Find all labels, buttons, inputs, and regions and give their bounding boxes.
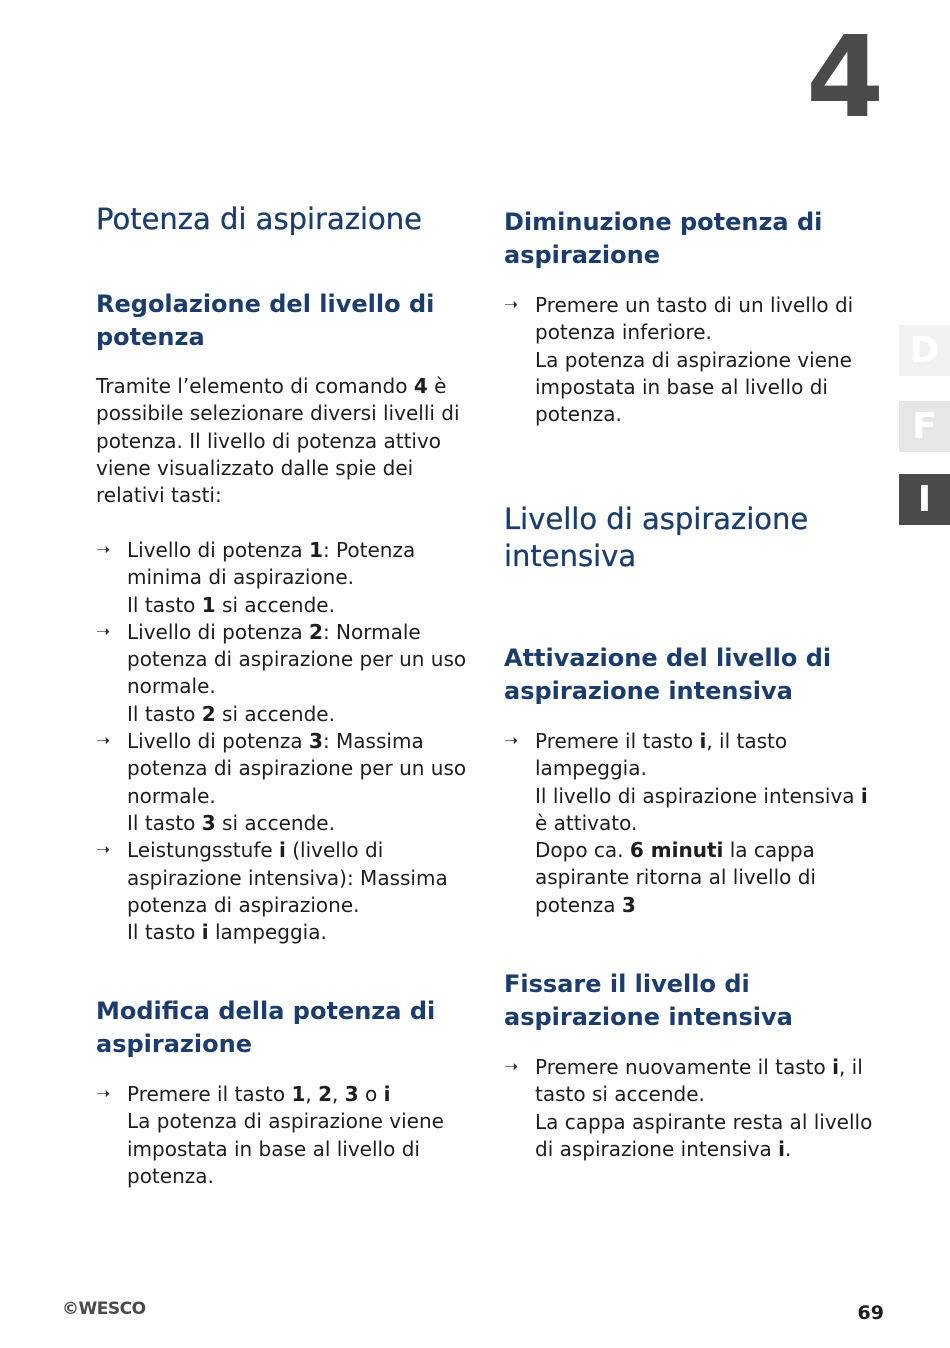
- list-item: ➝ Premere il tasto i, il tasto lampeggia. Il livello di aspirazione intensiva i è attivato. Dopo ca. 6 minuti la cappa aspirante ritorna al livello di potenza 3: [504, 729, 868, 917]
- section-heading-intensiva: Livello di aspirazione intensiva: [504, 502, 809, 573]
- subheading-attivazione: Attivazione del livello di aspirazione intensiva: [504, 644, 832, 705]
- list-item: ➝ Premere nuovamente il tasto i, il tasto si accende. La cappa aspirante resta al livello di aspirazione intensiva i.: [504, 1055, 873, 1161]
- bullet-list-attivazione: [504, 728, 886, 919]
- language-tab-d[interactable]: D: [899, 325, 950, 376]
- arrow-right-icon: ➝: [96, 621, 111, 642]
- arrow-right-icon: ➝: [96, 1084, 111, 1104]
- list-item: ➝ Livello di potenza 1: Potenza minima di aspirazione. Il tasto 1 si accende.: [96, 538, 416, 617]
- list-item: ➝ Livello di potenza 3: Massima potenza di aspirazione per un uso normale. Il tasto 3 si accende.: [96, 729, 467, 835]
- list-item: ➝ Premere un tasto di un livello di potenza inferiore. La potenza di aspirazione viene impostata in base al livello di potenza.: [504, 293, 854, 427]
- bullet-list-diminuzione: [504, 292, 886, 428]
- section-heading-potenza: Potenza di aspirazione: [96, 202, 422, 236]
- arrow-right-icon: ➝: [504, 295, 519, 315]
- page-number: 69: [857, 1302, 884, 1324]
- subheading-diminuzione: Diminuzione potenza di aspirazione: [504, 208, 823, 269]
- subheading-fissare: Fissare il livello di aspirazione intensiva: [504, 970, 793, 1031]
- bullet-list-modifica: [96, 1081, 468, 1190]
- list-item: ➝ Livello di potenza 2: Normale potenza di aspirazione per un uso normale. Il tasto 2 si accende.: [96, 619, 467, 726]
- bullet-list-livelli: [96, 537, 468, 946]
- arrow-right-icon: ➝: [96, 540, 111, 560]
- arrow-right-icon: ➝: [504, 731, 519, 751]
- language-tab-i[interactable]: I: [899, 474, 950, 525]
- bullet-list-fissare: [504, 1054, 886, 1163]
- paragraph-regolazione: Tramite l’elemento di comando 4 è possibile selezionare diversi livelli di potenza. Il livello di potenza attivo viene visualizzato dalle spie dei relativi tasti:: [96, 374, 460, 508]
- language-tab-f[interactable]: F: [899, 401, 950, 452]
- arrow-right-icon: ➝: [96, 840, 111, 861]
- list-item: ➝ Leistungsstufe i (livello di aspirazione intensiva): Massima potenza di aspirazione. Il tasto i lampeggia.: [96, 838, 448, 945]
- wesco-logo: ©WESCO: [62, 1299, 146, 1319]
- arrow-right-icon: ➝: [96, 731, 111, 752]
- subheading-regolazione: Regolazione del livello di potenza: [96, 290, 435, 351]
- chapter-number: 4: [806, 13, 884, 143]
- subheading-modifica: Modifica della potenza di aspirazione: [96, 997, 436, 1058]
- arrow-right-icon: ➝: [504, 1057, 519, 1077]
- list-item: ➝ Premere il tasto 1, 2, 3 o i La potenza di aspirazione viene impostata in base al livello di potenza.: [96, 1082, 444, 1188]
